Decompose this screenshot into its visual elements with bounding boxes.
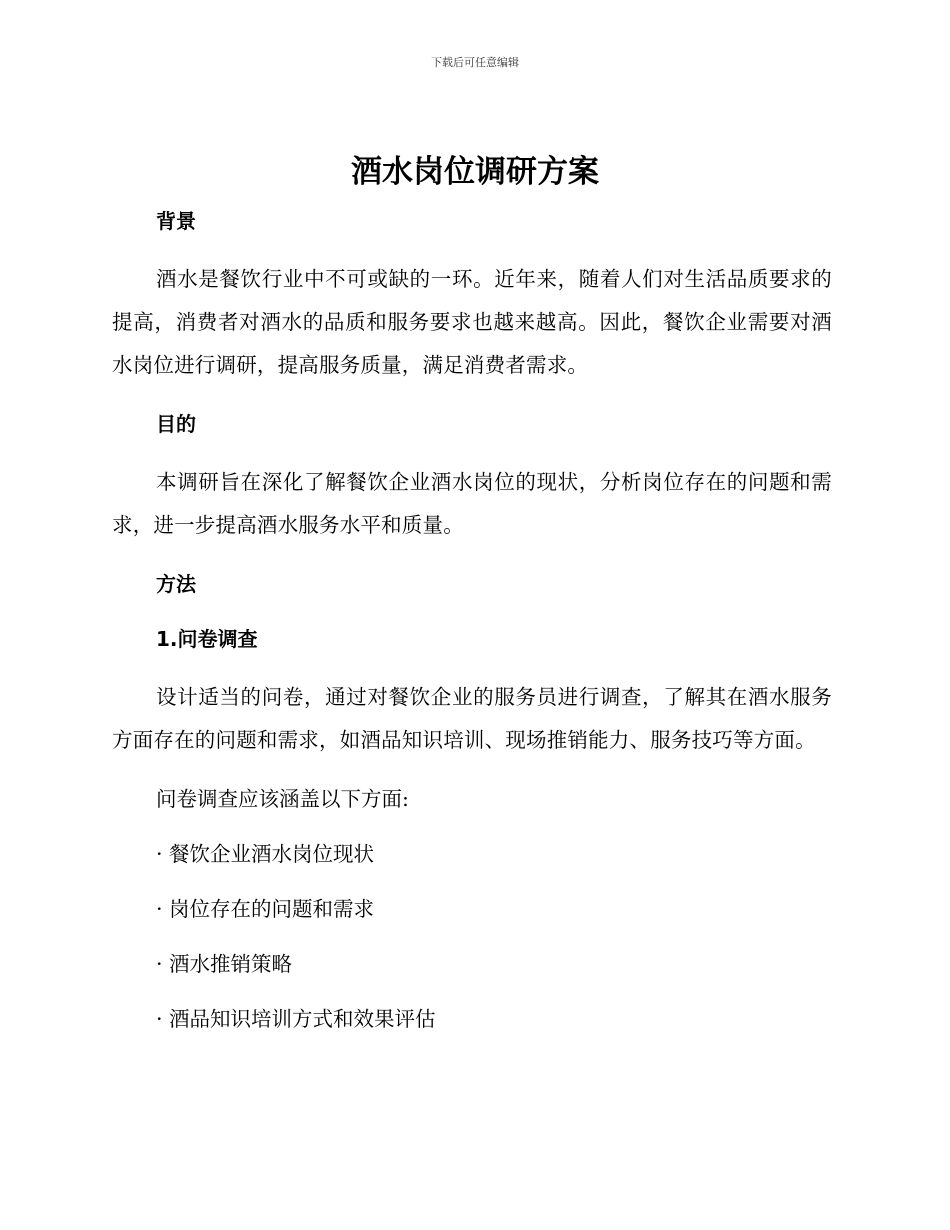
survey-scope-intro: 问卷调查应该涵盖以下方面: — [156, 787, 409, 811]
section-heading-method: 方法 — [156, 572, 196, 596]
purpose-paragraph: 本调研旨在深化了解餐饮企业酒水岗位的现状，分析岗位存在的问题和需求，进一步提高酒水服务水平和质量。 — [112, 470, 832, 537]
list-item: · 岗位存在的问题和需求 — [156, 897, 375, 921]
document-title: 酒水岗位调研方案 — [351, 154, 599, 190]
section-heading-background: 背景 — [156, 209, 196, 233]
survey-paragraph: 设计适当的问卷，通过对餐饮企业的服务员进行调查，了解其在酒水服务方面存在的问题和需求，如酒品知识培训、现场推销能力、服务技巧等方面。 — [112, 685, 832, 752]
background-paragraph: 酒水是餐饮行业中不可或缺的一环。近年来，随着人们对生活品质要求的提高，消费者对酒水的品质和服务要求也越来越高。因此，餐饮企业需要对酒水岗位进行调研，提高服务质量，满足消费者需求。 — [112, 267, 832, 377]
list-item: · 餐饮企业酒水岗位现状 — [156, 842, 375, 866]
subsection-heading-survey: 1.问卷调查 — [156, 627, 258, 651]
section-heading-purpose: 目的 — [156, 412, 196, 436]
list-item: · 酒水推销策略 — [156, 952, 293, 976]
header-note: 下载后可任意编辑 — [431, 56, 519, 69]
list-item: · 酒品知识培训方式和效果评估 — [156, 1007, 436, 1031]
document-body — [112, 204, 832, 1036]
